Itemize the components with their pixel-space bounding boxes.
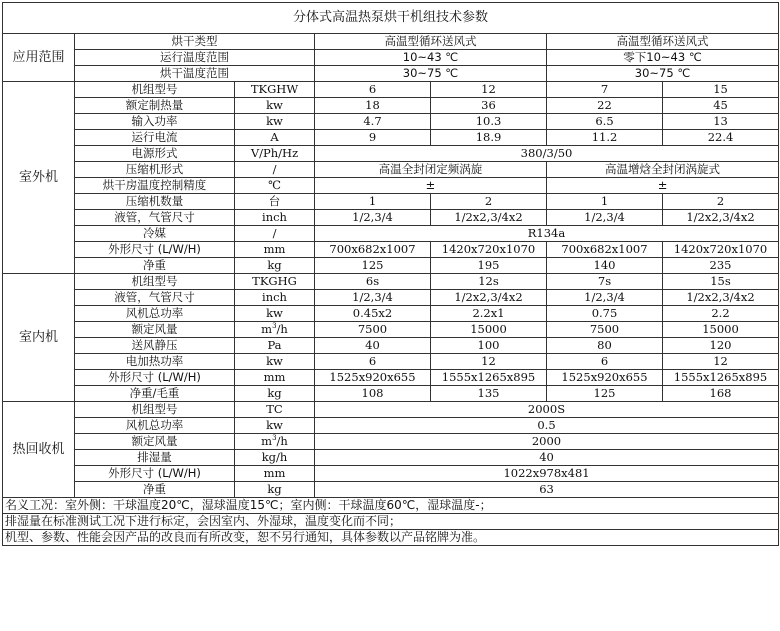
cell: 7s: [547, 274, 663, 290]
row-label: 运行电流: [75, 130, 235, 146]
cell: 125: [315, 258, 431, 274]
cell: 1/2,3/4: [547, 210, 663, 226]
unit-cell: [235, 322, 315, 338]
row-label: 机组型号: [75, 402, 235, 418]
row-label: 送风静压: [75, 338, 235, 354]
cell: 1/2,3/4: [547, 290, 663, 306]
cell: 高温增焓全封闭涡旋式: [547, 162, 779, 178]
unit-cell: /: [235, 226, 315, 242]
cell: 高温型循环送风式: [315, 34, 547, 50]
cell: 1/2x2,3/4x2: [663, 210, 779, 226]
cell: 12: [431, 354, 547, 370]
unit-base: m: [261, 434, 273, 448]
unit-cell: Pa: [235, 338, 315, 354]
cell: 195: [431, 258, 547, 274]
cell: 700x682x1007: [547, 242, 663, 258]
cell: 9: [315, 130, 431, 146]
cell: 168: [663, 386, 779, 402]
cell: 18: [315, 98, 431, 114]
cell: 6.5: [547, 114, 663, 130]
cell: 15s: [663, 274, 779, 290]
cell: 12: [663, 354, 779, 370]
unit-cell: mm: [235, 466, 315, 482]
row-label: 烘干房温度控制精度: [75, 178, 235, 194]
cell: 40: [315, 338, 431, 354]
unit-cell: inch: [235, 290, 315, 306]
row-label: 输入功率: [75, 114, 235, 130]
cell: 22: [547, 98, 663, 114]
cell: 1555x1265x895: [431, 370, 547, 386]
cell: 0.75: [547, 306, 663, 322]
cell: 1525x920x655: [315, 370, 431, 386]
unit-superscript: 3: [272, 434, 277, 443]
spec-table: [2, 2, 779, 546]
cell: 1: [315, 194, 431, 210]
table-row: [3, 66, 779, 82]
table-row: [3, 226, 779, 242]
row-label: 额定风量: [75, 322, 235, 338]
table-row: [3, 482, 779, 498]
row-label: 额定风量: [75, 434, 235, 450]
unit-cell: A: [235, 130, 315, 146]
row-label: 运行温度范围: [75, 50, 315, 66]
cell: 高温型循环送风式: [547, 34, 779, 50]
cell: 30~75 ℃: [547, 66, 779, 82]
cell: 13: [663, 114, 779, 130]
table-row: [3, 98, 779, 114]
table-row: [3, 290, 779, 306]
row-label: 机组型号: [75, 82, 235, 98]
table-row: [3, 146, 779, 162]
table-row: [3, 274, 779, 290]
row-label: 烘干类型: [75, 34, 315, 50]
table-row: [3, 306, 779, 322]
unit-cell: mm: [235, 370, 315, 386]
cell: 7: [547, 82, 663, 98]
cell: 12: [431, 82, 547, 98]
cell: 125: [547, 386, 663, 402]
note-row: [3, 498, 779, 514]
unit-tail: /h: [276, 434, 288, 448]
table-row: [3, 82, 779, 98]
cell: 1/2,3/4: [315, 210, 431, 226]
note-row: [3, 530, 779, 546]
title-row: [3, 3, 779, 34]
cell: 1420x720x1070: [431, 242, 547, 258]
cell: 108: [315, 386, 431, 402]
cell: 700x682x1007: [315, 242, 431, 258]
table-row: [3, 162, 779, 178]
row-label: 排湿量: [75, 450, 235, 466]
cell: 11.2: [547, 130, 663, 146]
cell: 2: [431, 194, 547, 210]
row-label: 风机总功率: [75, 418, 235, 434]
table-row: [3, 194, 779, 210]
row-label: 净重/毛重: [75, 386, 235, 402]
note-text: 机型、参数、性能会因产品的改良而有所改变，恕不另行通知，具体参数以产品铭牌为准。: [3, 530, 779, 546]
cell: 12s: [431, 274, 547, 290]
row-label: 外形尺寸 (L/W/H): [75, 370, 235, 386]
unit-cell: kw: [235, 354, 315, 370]
cell: 380/3/50: [315, 146, 779, 162]
cell: 1/2x2,3/4x2: [431, 290, 547, 306]
cell: 1022x978x481: [315, 466, 779, 482]
note-text: 排湿量在标准测试工况下进行标定，会因室内、外湿球，温度变化而不同；: [3, 514, 779, 530]
note-text: 名义工况：室外侧：干球温度20℃，湿球温度15℃；室内侧：干球温度60℃，湿球温度-；: [3, 498, 779, 514]
cell: 7500: [315, 322, 431, 338]
cell: 45: [663, 98, 779, 114]
row-label: 电源形式: [75, 146, 235, 162]
cell: 1/2x2,3/4x2: [431, 210, 547, 226]
unit-cell: kw: [235, 114, 315, 130]
unit-cell: kw: [235, 418, 315, 434]
table-row: [3, 402, 779, 418]
section-outdoor: 室外机: [3, 82, 75, 274]
cell: 1525x920x655: [547, 370, 663, 386]
cell: ±: [547, 178, 779, 194]
unit-cell: 台: [235, 194, 315, 210]
unit-tail: /h: [276, 322, 288, 336]
unit-cell: kg: [235, 482, 315, 498]
table-row: [3, 50, 779, 66]
cell: 0.45x2: [315, 306, 431, 322]
row-label: 外形尺寸 (L/W/H): [75, 466, 235, 482]
unit-cell: TKGHG: [235, 274, 315, 290]
row-label: 电加热功率: [75, 354, 235, 370]
row-label: 液管，气管尺寸: [75, 290, 235, 306]
table-row: [3, 114, 779, 130]
table-row: [3, 178, 779, 194]
table-row: [3, 258, 779, 274]
table-row: [3, 418, 779, 434]
cell: 2.2: [663, 306, 779, 322]
cell: 7500: [547, 322, 663, 338]
table-row: [3, 338, 779, 354]
unit-cell: ℃: [235, 178, 315, 194]
cell: 2000: [315, 434, 779, 450]
row-label: 净重: [75, 258, 235, 274]
unit-cell: kg: [235, 258, 315, 274]
cell: 22.4: [663, 130, 779, 146]
table-title: 分体式高温热泵烘干机组技术参数: [3, 3, 779, 34]
unit-cell: inch: [235, 210, 315, 226]
cell: 2000S: [315, 402, 779, 418]
section-application: 应用范围: [3, 34, 75, 82]
cell: 2.2x1: [431, 306, 547, 322]
table-row: [3, 450, 779, 466]
cell: 30~75 ℃: [315, 66, 547, 82]
cell: 40: [315, 450, 779, 466]
unit-cell: kw: [235, 98, 315, 114]
unit-cell: [235, 434, 315, 450]
cell: 1/2x2,3/4x2: [663, 290, 779, 306]
cell: 1420x720x1070: [663, 242, 779, 258]
cell: 15000: [431, 322, 547, 338]
table-row: [3, 370, 779, 386]
cell: 15000: [663, 322, 779, 338]
unit-cell: mm: [235, 242, 315, 258]
spec-sheet: [2, 2, 778, 546]
cell: 6: [315, 354, 431, 370]
row-label: 压缩机形式: [75, 162, 235, 178]
unit-cell: TC: [235, 402, 315, 418]
row-label: 净重: [75, 482, 235, 498]
cell: ±: [315, 178, 547, 194]
table-row: [3, 34, 779, 50]
unit-cell: TKGHW: [235, 82, 315, 98]
cell: 2: [663, 194, 779, 210]
cell: 零下10~43 ℃: [547, 50, 779, 66]
row-label: 风机总功率: [75, 306, 235, 322]
cell: 135: [431, 386, 547, 402]
row-label: 外形尺寸 (L/W/H): [75, 242, 235, 258]
cell: 1/2,3/4: [315, 290, 431, 306]
cell: 63: [315, 482, 779, 498]
cell: 6s: [315, 274, 431, 290]
unit-cell: /: [235, 162, 315, 178]
cell: 10~43 ℃: [315, 50, 547, 66]
cell: 4.7: [315, 114, 431, 130]
section-recovery: 热回收机: [3, 402, 75, 498]
unit-superscript: 3: [272, 322, 277, 331]
cell: 6: [315, 82, 431, 98]
unit-base: m: [261, 322, 273, 336]
row-label: 烘干温度范围: [75, 66, 315, 82]
unit-cell: V/Ph/Hz: [235, 146, 315, 162]
table-row: [3, 354, 779, 370]
unit-cell: kg: [235, 386, 315, 402]
row-label: 液管，气管尺寸: [75, 210, 235, 226]
table-row: [3, 210, 779, 226]
cell: 6: [547, 354, 663, 370]
note-row: [3, 514, 779, 530]
table-row: [3, 242, 779, 258]
row-label: 额定制热量: [75, 98, 235, 114]
row-label: 压缩机数量: [75, 194, 235, 210]
row-label: 冷媒: [75, 226, 235, 242]
cell: 1: [547, 194, 663, 210]
section-indoor: 室内机: [3, 274, 75, 402]
unit-cell: kw: [235, 306, 315, 322]
cell: 100: [431, 338, 547, 354]
cell: 140: [547, 258, 663, 274]
cell: 36: [431, 98, 547, 114]
cell: 18.9: [431, 130, 547, 146]
row-label: 机组型号: [75, 274, 235, 290]
cell: 10.3: [431, 114, 547, 130]
cell: 80: [547, 338, 663, 354]
cell: 高温全封闭定频涡旋: [315, 162, 547, 178]
cell: 15: [663, 82, 779, 98]
table-row: [3, 130, 779, 146]
table-row: [3, 466, 779, 482]
cell: 1555x1265x895: [663, 370, 779, 386]
cell: 120: [663, 338, 779, 354]
cell: 0.5: [315, 418, 779, 434]
table-row: [3, 386, 779, 402]
cell: R134a: [315, 226, 779, 242]
table-row: [3, 322, 779, 338]
cell: 235: [663, 258, 779, 274]
table-row: [3, 434, 779, 450]
unit-cell: kg/h: [235, 450, 315, 466]
